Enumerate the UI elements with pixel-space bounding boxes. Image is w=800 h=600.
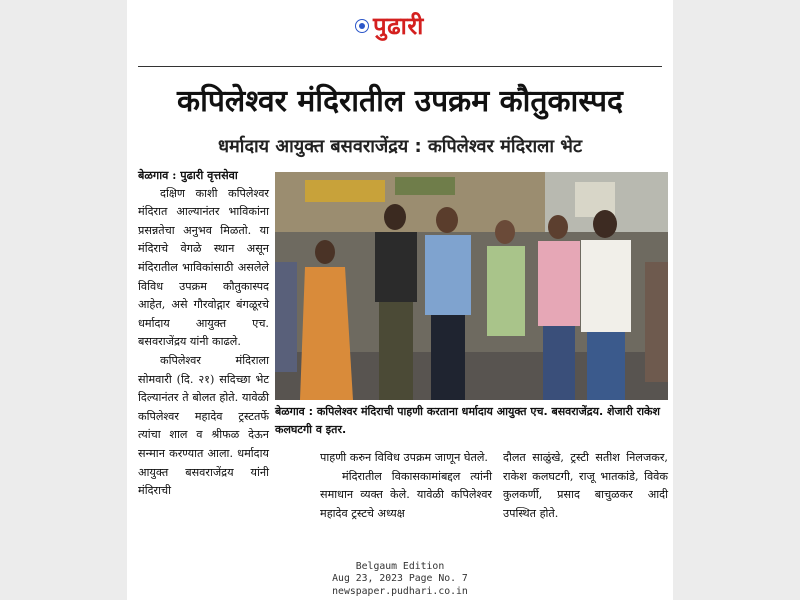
footer-edition: Belgaum Edition: [355, 561, 445, 572]
article-column-3: [503, 449, 668, 523]
article-paragraph: पाहणी करुन विविध उपक्रम जाणून घेतले.: [320, 451, 488, 464]
article-headline: कपिलेश्वर मंदिरातील उपक्रम कौतुकास्पद: [177, 84, 623, 119]
article-paragraph: दक्षिण काशी कपिलेश्वर मंदिरात आल्यानंतर भाविकांना प्रसन्नतेचा अनुभव मिळतो. या मंदिराचे वेगळे स्थान असून मंदिरातील भाविकांसाठी असलेले विविध उपक्रम कौतुकास्पद आहेत, असे गौरवोद्गार बंगळूरचे धर्मादाय आयुक्त एच. बसवराजेंद्रय यांनी काढले.: [138, 186, 269, 349]
article-paragraph: दौलत साळुंखे, ट्रस्टी सतीश निलजकर, राकेश कलघटगी, राजू भातकांडे, विवेक कुलकर्णी, प्रसाद बाचुळकर आदी उपस्थित होते.: [503, 451, 668, 520]
article-paragraph: कपिलेश्वर मंदिराला सोमवारी (दि. २१) सदिच्छा भेट दिल्यानंतर ते बोलत होते. यावेळी कपिलेश्वर महादेव ट्रस्टतर्फे त्यांचा शाल व श्रीफळ देऊन सन्मान करण्यात आला. धर्मादाय आयुक्त बसवराजेंद्रय यांनी मंदिराची: [138, 353, 269, 498]
masthead-logo-text: पुढारी: [373, 12, 424, 40]
logo-emblem-icon: [355, 19, 369, 33]
page-footer: [127, 561, 673, 598]
article-dateline: बेळगाव : पुढारी वृत्तसेवा: [138, 168, 238, 182]
article-subheadline: धर्मादाय आयुक्त बसवराजेंद्रय : कपिलेश्वर मंदिराला भेट: [217, 136, 583, 157]
photo-caption: बेळगाव : कपिलेश्वर मंदिराची पाहणी करताना धर्मादाय आयुक्त एच. बसवराजेंद्रय. शेजारी राकेश कलघटगी व इतर.: [275, 405, 660, 436]
article-photo: [275, 172, 668, 400]
photo-illustration: [275, 172, 668, 400]
newspaper-page: [127, 0, 673, 600]
article-paragraph: मंदिरातील विकासकामांबद्दल त्यांनी समाधान व्यक्त केले. यावेळी कपिलेश्वर महादेव ट्रस्टचे अध्यक्ष: [320, 469, 492, 520]
article-column-2: [320, 449, 492, 523]
footer-date-page: Aug 23, 2023 Page No. 7: [332, 573, 468, 585]
article-column-1: [138, 166, 269, 501]
masthead-logo: [355, 8, 424, 44]
footer-site-link[interactable]: newspaper.pudhari.co.in: [332, 585, 468, 597]
masthead-divider: [138, 66, 662, 67]
